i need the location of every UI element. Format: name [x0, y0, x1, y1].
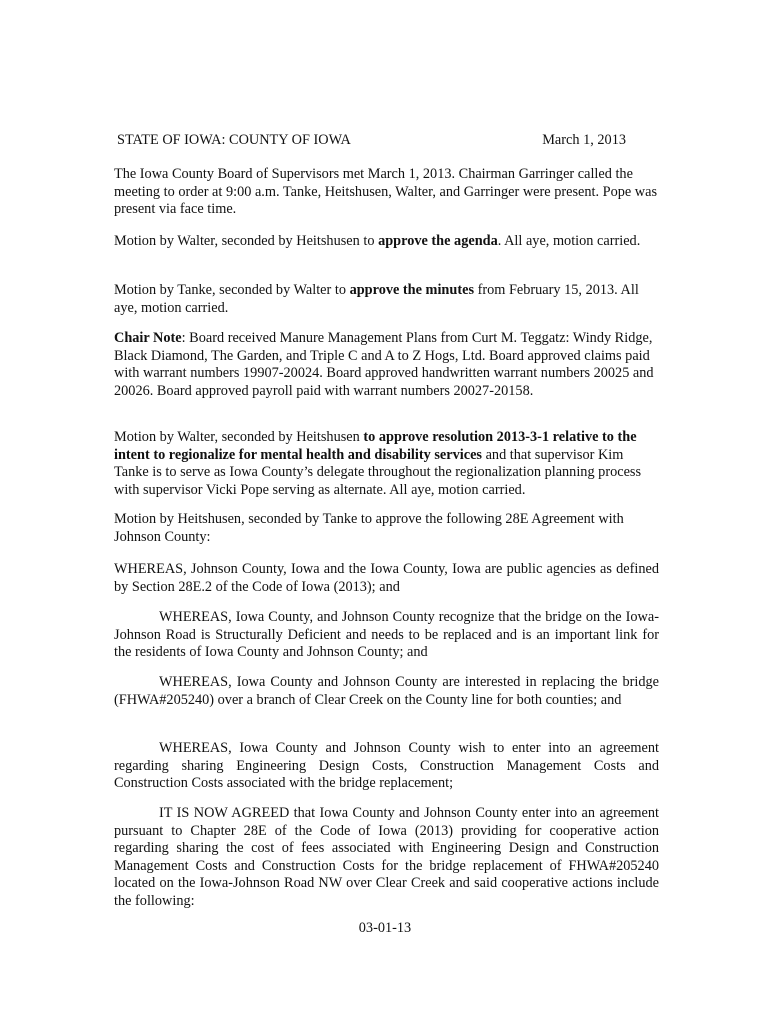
chair-note-paragraph — [114, 330, 659, 400]
minutes-motion-paragraph — [114, 282, 659, 317]
agenda-motion-text-1: Motion by Walter, seconded by Heitshusen to — [114, 233, 379, 249]
state-county-heading: STATE OF IOWA: COUNTY OF IOWA — [117, 132, 351, 148]
chair-note-label: Chair Note — [114, 330, 182, 346]
resolution-motion-text-2: and that supervisor Kim Tanke is to serve as Iowa County’s delegate throughout the regionalization planning process with supervisor Vicki Pope serving as alternate. All aye, motion carried. — [114, 446, 642, 498]
agenda-motion-text-2: . All aye, motion carried. — [497, 233, 641, 249]
whereas-paragraph-2: WHEREAS, Iowa County, and Johnson County recognize that the bridge on the Iowa-Johnson Road is Structurally Deficient and needs to be replaced and is an important link for the residents of Iowa County and Johnson County; and — [114, 609, 659, 661]
minutes-motion-text-2: from February 15, 2013. All aye, motion carried. — [114, 282, 639, 316]
minutes-motion-text-1: Motion by Tanke, seconded by Walter to — [114, 282, 350, 298]
whereas-paragraph-4: WHEREAS, Iowa County and Johnson County wish to enter into an agreement regarding sharing Engineering Design Costs, Construction Management Costs and Construction Costs associated with the bridge replacement; — [114, 740, 659, 792]
resolution-motion-paragraph — [114, 429, 659, 499]
minutes-motion-bold: approve the minutes — [349, 282, 475, 298]
resolution-motion-text-1: Motion by Walter, seconded by Heitshusen — [114, 429, 364, 445]
whereas-paragraph-1: WHEREAS, Johnson County, Iowa and the Iowa County, Iowa are public agencies as defined by Section 28E.2 of the Code of Iowa (2013); and — [114, 561, 659, 595]
agreement-motion-paragraph: Motion by Heitshusen, seconded by Tanke to approve the following 28E Agreement with Johnson County: — [114, 511, 624, 545]
whereas-paragraph-3: WHEREAS, Iowa County and Johnson County are interested in replacing the bridge (FHWA#205240) over a branch of Clear Creek on the County line for both counties; and — [114, 674, 659, 708]
agenda-motion-bold: approve the agenda — [378, 233, 498, 249]
document-header — [114, 132, 626, 150]
resolution-motion-bold: to approve resolution 2013-3-1 relative to the intent to regionalize for mental health and disability services — [114, 429, 637, 463]
meeting-opening-paragraph: The Iowa County Board of Supervisors met March 1, 2013. Chairman Garringer called the meeting to order at 9:00 a.m. Tanke, Heitshusen, Walter, and Garringer were present. Pope was present via face time. — [114, 166, 658, 218]
agreement-terms-paragraph: IT IS NOW AGREED that Iowa County and Johnson County enter into an agreement pursuant to Chapter 28E of the Code of Iowa (2013) providing for cooperative action regarding sharing the cost of fees associated with Engineering Design and Construction Management Costs and Construction Costs for the bridge replacement of FHWA#205240 located on the Iowa-Johnson Road NW over Clear Creek and said cooperative actions include the following: — [114, 805, 659, 909]
agenda-motion-paragraph — [114, 233, 659, 251]
meeting-date: March 1, 2013 — [542, 132, 626, 148]
chair-note-text: : Board received Manure Management Plans from Curt M. Teggatz: Windy Ridge, Black Diamond, The Garden, and Triple C and A to Z Hogs, Ltd. Board approved claims paid with warrant numbers 19907-20024. Board approved handwritten warrant numbers 20025 and 20026. Board approved payroll paid with warrant numbers 20027-20158. — [114, 330, 654, 399]
page-footer-label: 03-01-13 — [358, 920, 412, 936]
